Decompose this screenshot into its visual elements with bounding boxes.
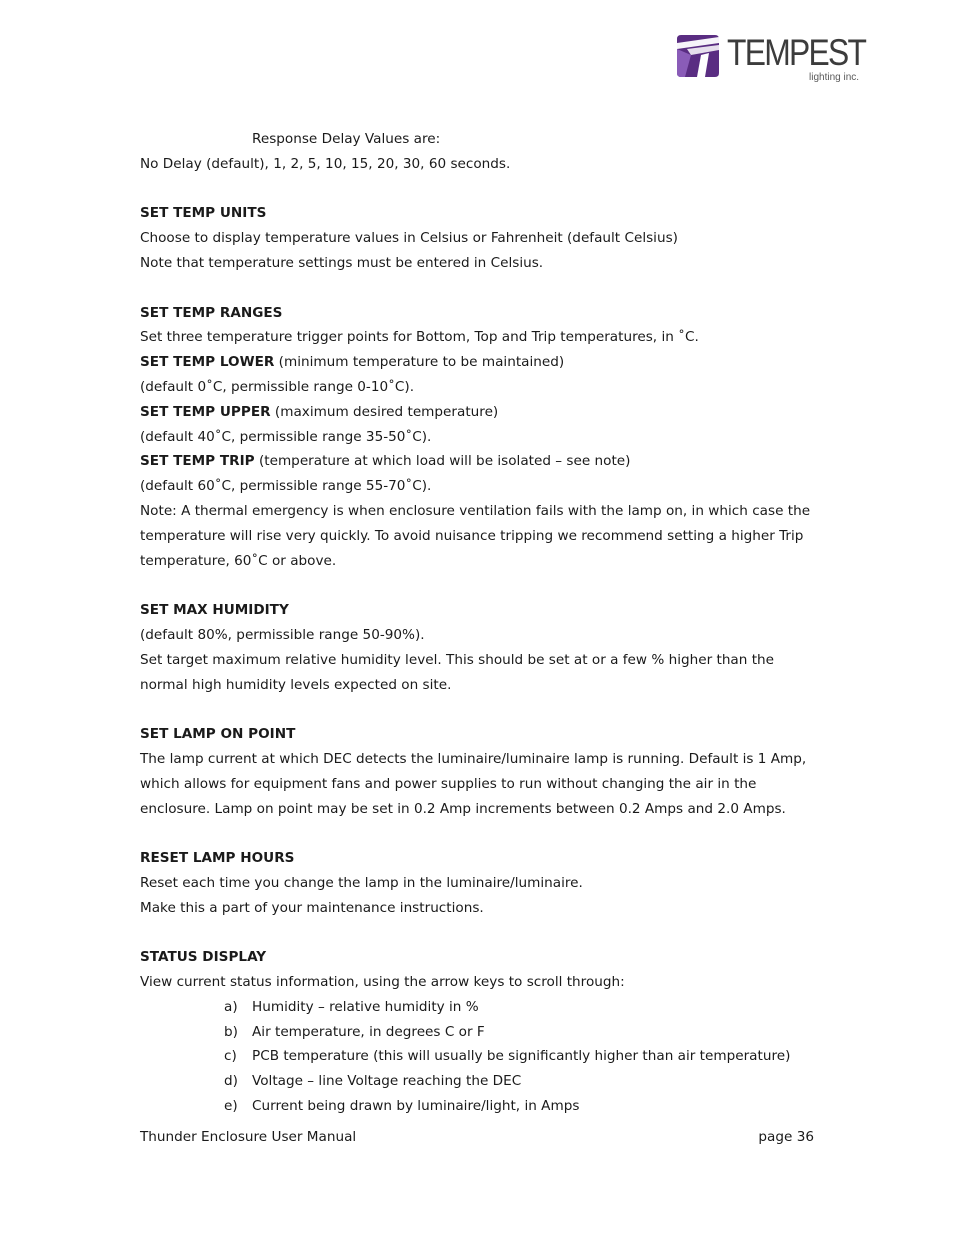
list-item-text: Air temperature, in degrees C or F <box>252 1023 485 1040</box>
document-body <box>140 127 820 1119</box>
temp-units-text-2: Note that temperature settings must be entered in Celsius. <box>140 254 544 271</box>
page-label: page <box>758 1129 793 1145</box>
list-marker: a) <box>224 998 238 1015</box>
section-title-status-display: STATUS DISPLAY <box>140 949 267 966</box>
page-number: 36 <box>796 1129 814 1145</box>
logo-subtitle: lighting inc. <box>809 72 860 83</box>
list-item <box>140 1044 820 1069</box>
temp-lower-desc: (minimum temperature to be maintained) <box>274 354 565 371</box>
section-title-lamp-on-point: SET LAMP ON POINT <box>140 726 296 743</box>
section-title-temp-units: SET TEMP UNITS <box>140 205 267 222</box>
thermal-note-1: Note: A thermal emergency is when enclosure ventilation fails with the lamp on, in which case the <box>140 502 811 519</box>
humidity-text-1: (default 80%, permissible range 50-90%). <box>140 626 425 643</box>
list-item <box>140 1069 820 1094</box>
humidity-text-3: normal high humidity levels expected on site. <box>140 676 452 693</box>
lamp-hours-text-1: Reset each time you change the lamp in the luminaire/luminaire. <box>140 874 583 891</box>
temp-lower-label: SET TEMP LOWER <box>140 354 275 371</box>
thermal-note-3: temperature, 60˚C or above. <box>140 552 337 569</box>
section-title-reset-lamp-hours: RESET LAMP HOURS <box>140 850 295 867</box>
response-delay-heading: Response Delay Values are: <box>252 131 441 147</box>
list-marker: e) <box>224 1098 238 1115</box>
temp-ranges-intro: Set three temperature trigger points for Bottom, Top and Trip temperatures, in ˚C. <box>140 329 699 346</box>
temp-upper-desc: (maximum desired temperature) <box>270 403 499 420</box>
lamp-hours-text-2: Make this a part of your maintenance instructions. <box>140 899 484 916</box>
list-item <box>140 1094 820 1119</box>
status-intro: View current status information, using the arrow keys to scroll through: <box>140 974 625 991</box>
lamp-on-text-3: enclosure. Lamp on point may be set in 0.2 Amp increments between 0.2 Amps and 2.0 Amps. <box>140 800 786 817</box>
lamp-on-text-2: which allows for equipment fans and power supplies to run without changing the air in the <box>140 775 757 792</box>
footer-document-title: Thunder Enclosure User Manual <box>140 1129 357 1145</box>
list-item <box>140 995 820 1020</box>
list-marker: d) <box>224 1073 238 1090</box>
temp-lower-default: (default 0˚C, permissible range 0-10˚C). <box>140 378 415 395</box>
list-marker: c) <box>224 1048 237 1065</box>
list-item-text: PCB temperature (this will usually be significantly higher than air temperature) <box>252 1048 791 1065</box>
list-marker: b) <box>224 1023 238 1040</box>
temp-upper-label: SET TEMP UPPER <box>140 403 271 420</box>
list-item-text: Humidity – relative humidity in % <box>252 998 479 1015</box>
footer-page-number <box>758 1125 814 1149</box>
temp-trip-line <box>140 449 820 474</box>
list-item <box>140 1020 820 1045</box>
temp-trip-label: SET TEMP TRIP <box>140 453 255 470</box>
section-title-temp-ranges: SET TEMP RANGES <box>140 304 283 321</box>
temp-trip-desc: (temperature at which load will be isolated – see note) <box>254 453 631 470</box>
lamp-on-text-1: The lamp current at which DEC detects the luminaire/luminaire lamp is running. Default is 1 Amp, <box>140 750 807 767</box>
tempest-logo <box>675 33 870 85</box>
response-delay-values: No Delay (default), 1, 2, 5, 10, 15, 20, 30, 60 seconds. <box>140 155 511 172</box>
humidity-text-2: Set target maximum relative humidity level. This should be set at or a few % higher than the <box>140 651 775 668</box>
list-item-text: Current being drawn by luminaire/light, in Amps <box>252 1098 580 1115</box>
temp-units-text-1: Choose to display temperature values in Celsius or Fahrenheit (default Celsius) <box>140 230 678 247</box>
temp-trip-default: (default 60˚C, permissible range 55-70˚C). <box>140 478 432 495</box>
section-title-max-humidity: SET MAX HUMIDITY <box>140 602 289 619</box>
temp-upper-default: (default 40˚C, permissible range 35-50˚C). <box>140 428 432 445</box>
temp-upper-line <box>140 400 820 425</box>
logo-wordmark: TEMPEST <box>727 32 866 73</box>
list-item-text: Voltage – line Voltage reaching the DEC <box>252 1073 522 1090</box>
thermal-note-2: temperature will rise very quickly. To avoid nuisance tripping we recommend setting a higher Trip <box>140 527 804 544</box>
temp-lower-line <box>140 350 820 375</box>
tempest-logo-icon <box>675 33 721 79</box>
